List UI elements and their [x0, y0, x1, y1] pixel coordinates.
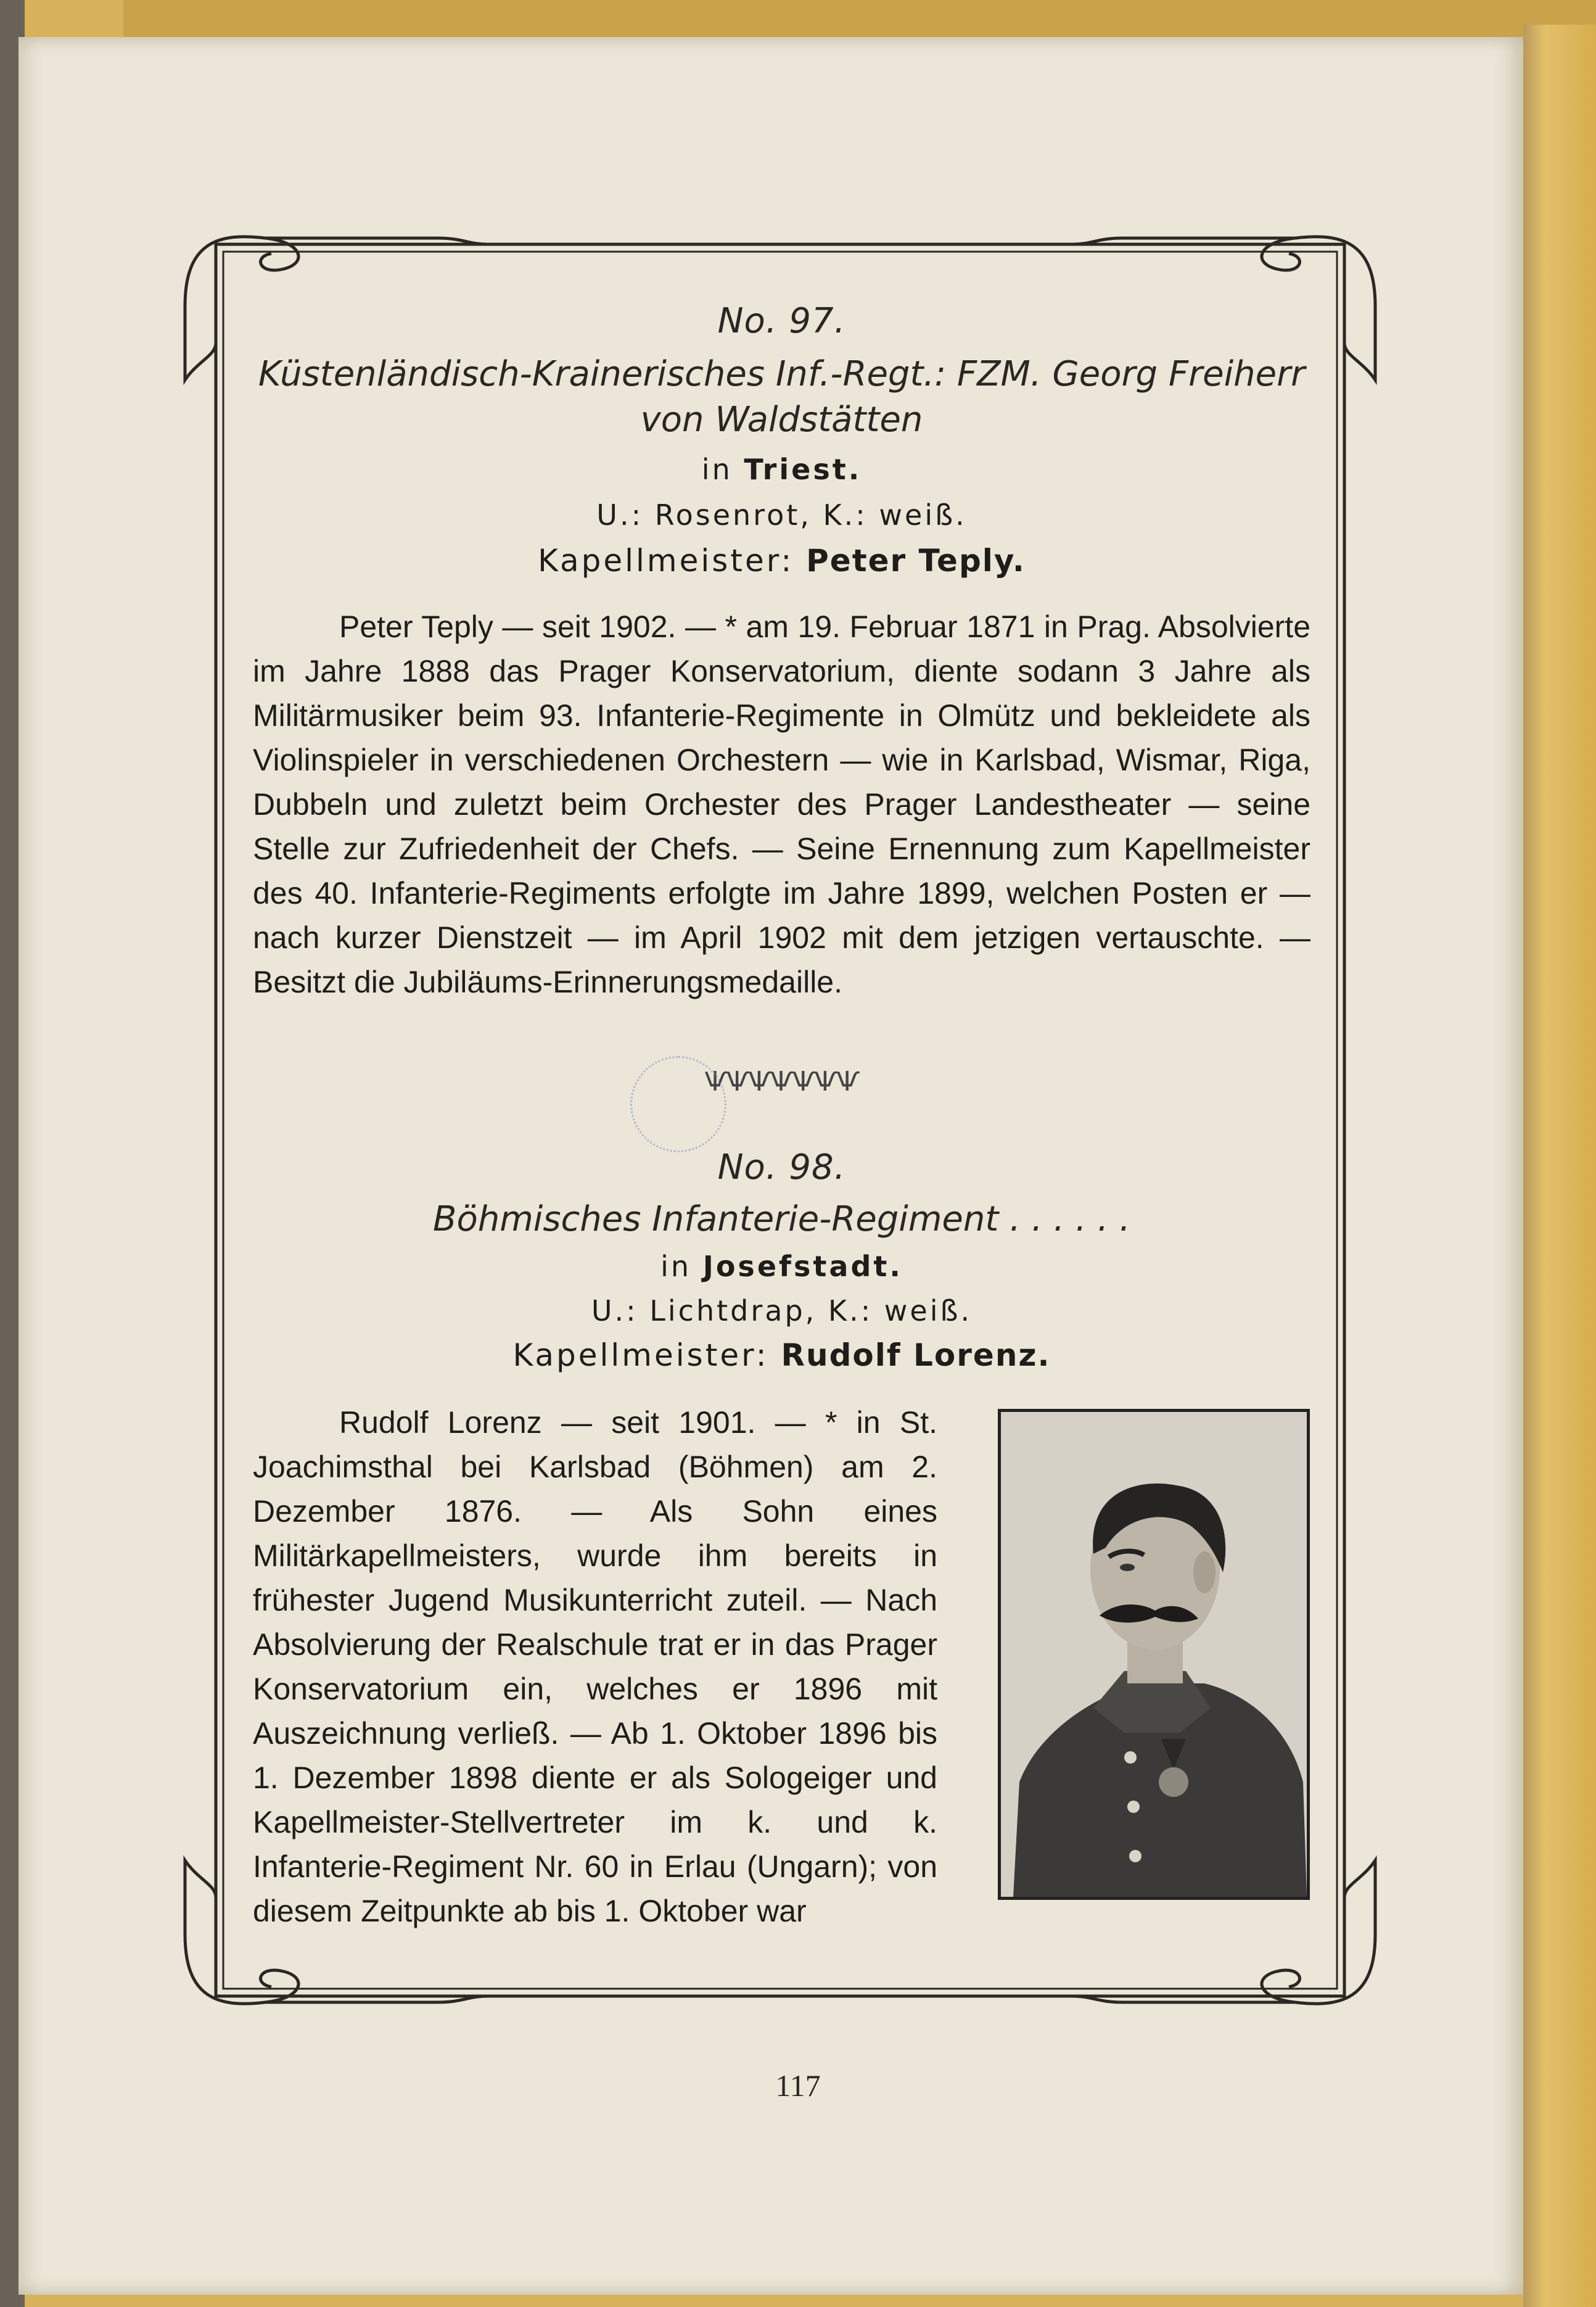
entry-97-location-name: Triest.: [744, 453, 862, 486]
entry-97-kapellmeister-name: Peter Teply.: [806, 543, 1026, 579]
entry-98-kapellmeister: [253, 1336, 1310, 1374]
entry-97-number: No. 97.: [717, 301, 846, 341]
entry-97-biography: Peter Teply — seit 1902. — * am 19. Februar 1871 in Prag. Absolvierte im Jahre 1888 das Prager Konservatorium, diente sodann 3 Jahre als Militärmusiker beim 93. Infanterie-Regimente in Olmütz und bekleidete als Violinspieler in verschiedenen Orchestern — wie in Karlsbad, Wismar, Riga, Dubbeln und zuletzt beim Orchester des Prager Landestheater — seine Stelle zur Zufriedenheit der Chefs. — Seine Ernennung zum Kapellmeister des 40. Infanterie-Regiments erfolgte im Jahre 1899, welchen Posten er — nach kurzer Dienstzeit — im April 1902 mit dem jetzigen vertauschte. — Besitzt die Jubiläums-Erinnerungsmedaille.: [253, 609, 1310, 999]
library-stamp: [630, 1056, 726, 1152]
entry-97-regiment: [253, 352, 1310, 443]
entry-97-regiment-line1: Küstenländisch-Krainerisches Inf.-Regt.: FZM. Georg Freiherr: [258, 354, 1306, 394]
entry-97-kapellmeister-label: Kapellmeister:: [538, 543, 794, 579]
entry-98-regiment-name: Böhmisches Infanterie-Regiment . . . . . .: [433, 1199, 1130, 1239]
entry-98-location-prefix: in: [660, 1250, 692, 1283]
entry-97-uniform: U.: Rosenrot, K.: weiß.: [596, 498, 967, 532]
entry-98-number: No. 98.: [717, 1147, 846, 1187]
entry-98-location-name: Josefstadt.: [702, 1250, 903, 1283]
entry-97-header: [253, 301, 1310, 341]
entry-97-regiment-line2: von Waldstätten: [640, 400, 923, 440]
page-number: 117: [775, 2068, 821, 2103]
entry-97-location-prefix: in: [701, 453, 733, 486]
entry-97-kapellmeister: [253, 542, 1310, 580]
section-divider-ornament: ѰѰѰѰѰѰѰ: [704, 1066, 859, 1097]
entry-98-location: [253, 1247, 1310, 1286]
entry-97-location: [253, 450, 1310, 489]
entry-98-regiment: [253, 1197, 1310, 1242]
book-right-edge: [1523, 25, 1596, 2307]
entry-98-kapellmeister-label: Kapellmeister:: [512, 1337, 769, 1373]
entry-98-header: [253, 1147, 1310, 1187]
entry-98-biography: Rudolf Lorenz — seit 1901. — * in St. Joachimsthal bei Karlsbad (Böhmen) am 2. Dezember 1876. — Als Sohn eines Militärkapellmeisters, wurde ihm bereits in frühester Jugend Musikunterricht zuteil. — Nach Absolvierung der Realschule trat er in das Prager Konservatorium ein, welches er 1896 mit Auszeichnung verließ. — Ab 1. Oktober 1896 bis 1. Dezember 1898 diente er als Sologeiger und Kapellmeister-Stellvertreter im k. und k. Infanterie-Regiment Nr. 60 in Erlau (Ungarn); von diesem Zeitpunkte ab bis 1. Oktober war: [253, 1405, 937, 1928]
book-top-edge: [123, 0, 1596, 37]
portrait-icon: [1001, 1412, 1307, 1897]
portrait-photo: [998, 1409, 1310, 1900]
entry-98-uniform: U.: Lichtdrap, K.: weiß.: [591, 1294, 973, 1327]
entry-98-kapellmeister-name: Rudolf Lorenz.: [781, 1337, 1051, 1373]
